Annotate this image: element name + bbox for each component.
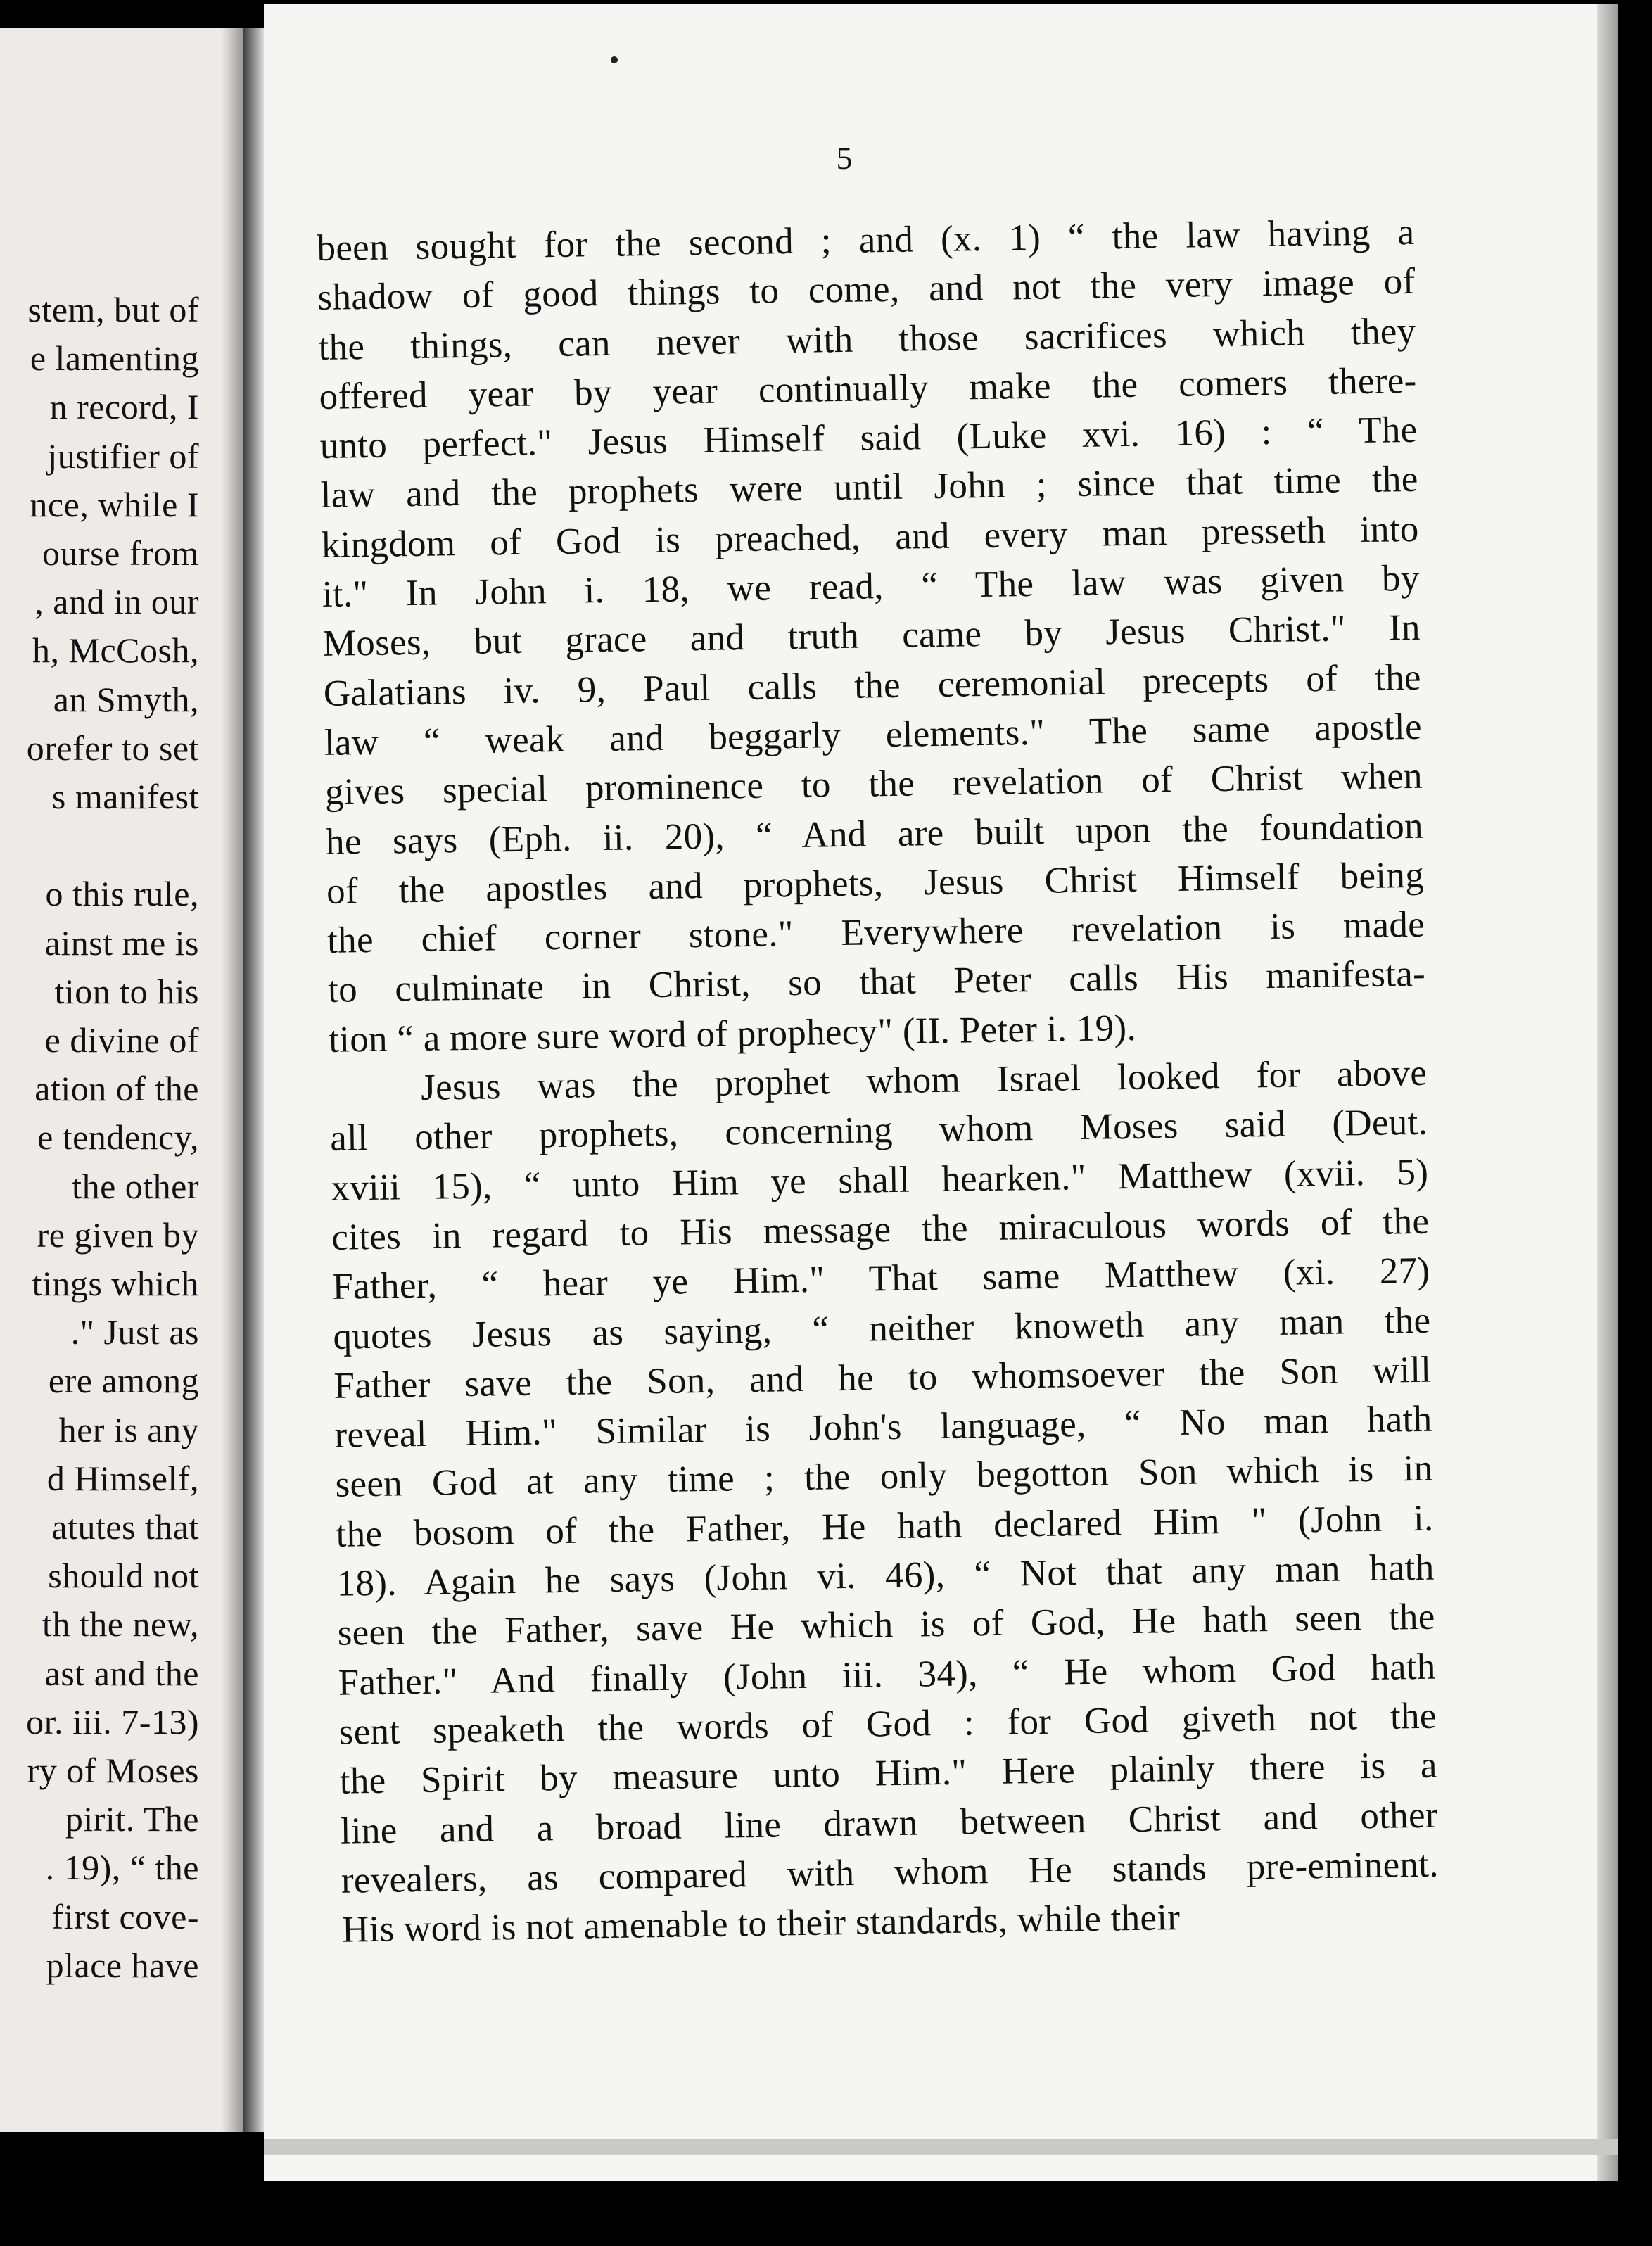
- body-text-line: Moses, but grace and truth came by Jesus Christ." In: [322, 607, 1421, 665]
- body-text-line: quotes Jesus as saying, “ neither knoweth any man the: [333, 1300, 1431, 1357]
- main-body-text: [317, 208, 1440, 1955]
- left-facing-page: [0, 28, 243, 2132]
- body-text-line: Galatians iv. 9, Paul calls the ceremonial precepts of the: [323, 656, 1422, 714]
- left-page-line: ourse from: [42, 533, 199, 573]
- page-bottom-edge: [264, 2139, 1618, 2155]
- ink-speck: [611, 56, 618, 63]
- paragraph-2: [329, 1048, 1440, 1955]
- left-page-line: ainst me is: [44, 922, 199, 963]
- book-spine-gutter: [243, 28, 264, 2132]
- body-text-line: Father, “ hear ye Him." That same Matthew (xi. 27): [331, 1250, 1430, 1308]
- left-page-line: d Himself,: [46, 1458, 199, 1498]
- left-page-line: tings which: [32, 1264, 199, 1303]
- body-text-line: reveal Him." Similar is John's language, “ No man hath: [334, 1398, 1432, 1456]
- body-text-line: it." In John i. 18, we read, “ The law was given by: [322, 557, 1421, 616]
- left-page-line: , and in our: [34, 582, 199, 622]
- body-text-line: to culminate in Christ, so that Peter calls His manifesta-: [327, 953, 1426, 1011]
- left-page-gutter-shadow: [222, 28, 243, 2132]
- left-page-line: pirit. The: [65, 1799, 199, 1839]
- body-text-line: seen the Father, save He which is of God, He hath seen the: [337, 1596, 1435, 1654]
- left-page-line: ry of Moses: [27, 1751, 199, 1790]
- body-text-line: Father." And finally (John iii. 34), “ He whom God hath: [338, 1646, 1437, 1703]
- left-page-line: ere among: [48, 1361, 199, 1401]
- body-text-line: unto perfect." Jesus Himself said (Luke xvi. 16) : “ The: [319, 410, 1418, 467]
- body-text-line: law and the prophets were until John ; since that time the: [320, 459, 1418, 516]
- left-page-line: should not: [48, 1556, 199, 1596]
- left-page-line: or. iii. 7-13): [26, 1701, 199, 1741]
- left-page-line: e divine of: [44, 1020, 199, 1060]
- body-text-line: Jesus was the prophet whom Israel looked for above: [420, 1052, 1428, 1108]
- body-text-line: the chief corner stone." Everywhere revelation is made: [326, 903, 1425, 962]
- left-page-line: . 19), “ the: [45, 1848, 199, 1888]
- left-page-line: th the new,: [42, 1604, 199, 1644]
- body-text-line: he says (Eph. ii. 20), “ And are built upon the foundation: [325, 805, 1424, 863]
- left-page-line: nce, while I: [30, 484, 199, 524]
- left-page-line: the other: [72, 1166, 199, 1206]
- body-text-line: been sought for the second ; and (x. 1) “ the law having a: [317, 211, 1415, 269]
- body-text-line: law “ weak and beggarly elements." The same apostle: [324, 706, 1423, 763]
- body-text-line: the Spirit by measure unto Him." Here plainly there is a: [339, 1744, 1438, 1802]
- left-page-line: place have: [46, 1945, 199, 1985]
- page-number: 5: [836, 140, 853, 176]
- body-text-line: the bosom of the Father, He hath declared Him " (John i.: [336, 1497, 1434, 1555]
- body-text-line: revealers, as compared with whom He stands pre-eminent.: [341, 1844, 1440, 1901]
- body-text-line: offered year by year continually make the comers there-: [319, 360, 1417, 417]
- paragraph-1: [317, 208, 1427, 1065]
- right-page-edge: [1597, 4, 1618, 2181]
- left-page-line: e lamenting: [30, 338, 199, 379]
- body-text-line: 18). Again he says (John vi. 46), “ Not that any man hath: [336, 1547, 1435, 1604]
- left-page-line: her is any: [58, 1409, 199, 1449]
- left-page-line: ast and the: [44, 1653, 199, 1693]
- left-page-line: first cove-: [51, 1896, 199, 1936]
- left-page-line: justifier of: [47, 436, 199, 476]
- left-page-line: re given by: [37, 1214, 199, 1255]
- body-text-line: sent speaketh the words of God : for God giveth not the: [338, 1695, 1437, 1753]
- body-text-line: xviii 15), “ unto Him ye shall hearken." Matthew (xvii. 5): [330, 1151, 1429, 1209]
- body-text-line: cites in regard to His message the miraculous words of the: [331, 1200, 1430, 1258]
- body-text-line: seen God at any time ; the only begotton Son which is in: [335, 1448, 1433, 1506]
- left-page-line: an Smyth,: [53, 679, 199, 719]
- body-text-line: Father save the Son, and he to whomsoever the Son will: [333, 1349, 1432, 1407]
- left-page-line: e tendency,: [37, 1117, 199, 1157]
- body-text-line: kingdom of God is preached, and every man presseth into: [321, 508, 1420, 566]
- body-text-line: line and a broad line drawn between Christ and other: [340, 1794, 1439, 1852]
- left-page-line: o this rule,: [45, 874, 199, 914]
- left-page-line: orefer to set: [26, 728, 199, 768]
- body-text-line: shadow of good things to come, and not the very image of: [317, 261, 1416, 319]
- body-text-line: tion “ a more sure word of prophecy" (II. Peter i. 19).: [328, 1007, 1137, 1060]
- body-text-line: of the apostles and prophets, Jesus Christ Himself being: [326, 854, 1425, 912]
- body-text-line: His word is not amenable to their standards, while their: [341, 1897, 1181, 1950]
- left-page-line: ation of the: [34, 1069, 199, 1109]
- left-page-line: atutes that: [51, 1507, 199, 1547]
- body-text-line: gives special prominence to the revelation of Christ when: [324, 756, 1423, 813]
- body-text-line: the things, can never with those sacrifices which they: [318, 310, 1416, 368]
- left-page-line: s manifest: [51, 777, 199, 816]
- left-page-line: n record, I: [49, 387, 199, 427]
- left-page-line: h, McCosh,: [32, 630, 199, 671]
- body-text-line: all other prophets, concerning whom Moses said (Deut.: [329, 1102, 1428, 1160]
- left-page-line: tion to his: [54, 971, 199, 1011]
- left-page-line: ." Just as: [70, 1312, 199, 1352]
- left-page-line: stem, but of: [27, 290, 199, 329]
